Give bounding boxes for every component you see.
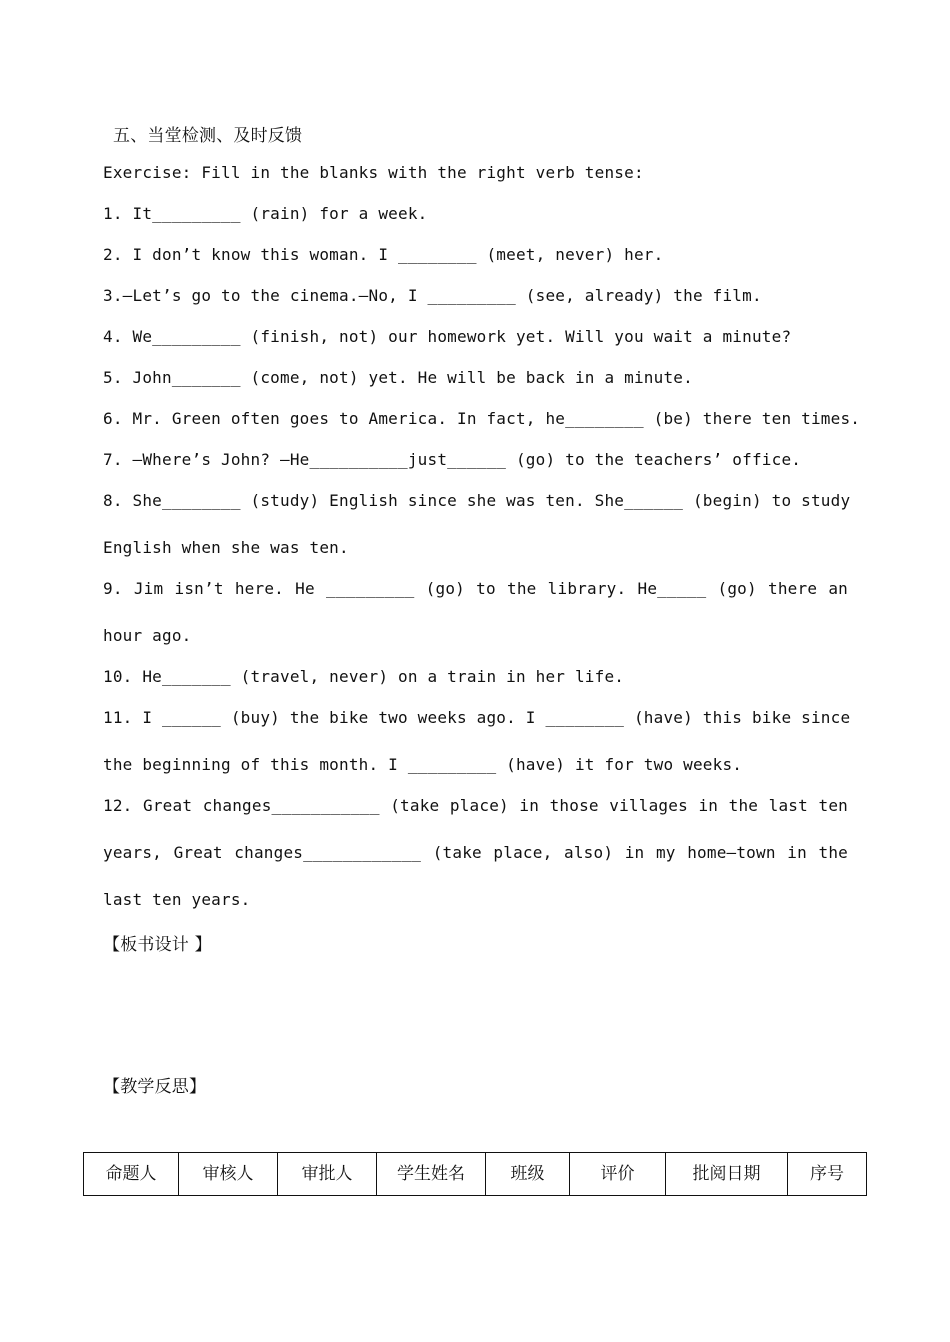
sign-off-table <box>83 1152 867 1196</box>
cell-serial-number: 序号 <box>788 1153 867 1196</box>
question-4: 4. We_________ (finish, not) our homework yet. Will you wait a minute? <box>103 327 792 346</box>
question-7: 7. —Where’s John? —He__________just______ (go) to the teachers’ office. <box>103 450 802 469</box>
question-1: 1. It_________ (rain) for a week. <box>103 204 428 223</box>
question-11-line-2: the beginning of this month. I _________ (have) it for two weeks. <box>103 755 743 774</box>
cell-approver: 审批人 <box>278 1153 377 1196</box>
question-8-line-2: English when she was ten. <box>103 538 349 557</box>
exercise-intro: Exercise: Fill in the blanks with the right verb tense: <box>103 163 644 182</box>
board-design-heading: 【板书设计 】 <box>103 935 212 955</box>
reflection-heading: 【教学反思】 <box>103 1077 207 1097</box>
question-9-line-1: 9. Jim isn’t here. He _________ (go) to the library. He_____ (go) there an <box>103 579 848 598</box>
sign-off-row <box>84 1153 867 1196</box>
section-heading: 五、当堂检测、及时反馈 <box>113 126 303 146</box>
cell-author: 命题人 <box>84 1153 179 1196</box>
cell-evaluation: 评价 <box>570 1153 666 1196</box>
question-2: 2. I don’t know this woman. I ________ (meet, never) her. <box>103 245 664 264</box>
cell-reviewer: 审核人 <box>179 1153 278 1196</box>
question-3: 3.—Let’s go to the cinema.—No, I _________ (see, already) the film. <box>103 286 762 305</box>
question-10: 10. He_______ (travel, never) on a train in her life. <box>103 667 625 686</box>
question-6: 6. Mr. Green often goes to America. In fact, he________ (be) there ten times. <box>103 409 861 428</box>
cell-student-name: 学生姓名 <box>377 1153 486 1196</box>
cell-review-date: 批阅日期 <box>666 1153 788 1196</box>
question-8-line-1: 8. She________ (study) English since she was ten. She______ (begin) to study <box>103 491 851 510</box>
question-12-line-1: 12. Great changes___________ (take place) in those villages in the last ten <box>103 796 848 815</box>
question-11-line-1: 11. I ______ (buy) the bike two weeks ago. I ________ (have) this bike since <box>103 708 851 727</box>
question-5: 5. John_______ (come, not) yet. He will be back in a minute. <box>103 368 693 387</box>
question-9-line-2: hour ago. <box>103 626 192 645</box>
question-12-line-3: last ten years. <box>103 890 251 909</box>
question-12-line-2: years, Great changes____________ (take place, also) in my home—town in the <box>103 843 848 862</box>
cell-class: 班级 <box>486 1153 570 1196</box>
